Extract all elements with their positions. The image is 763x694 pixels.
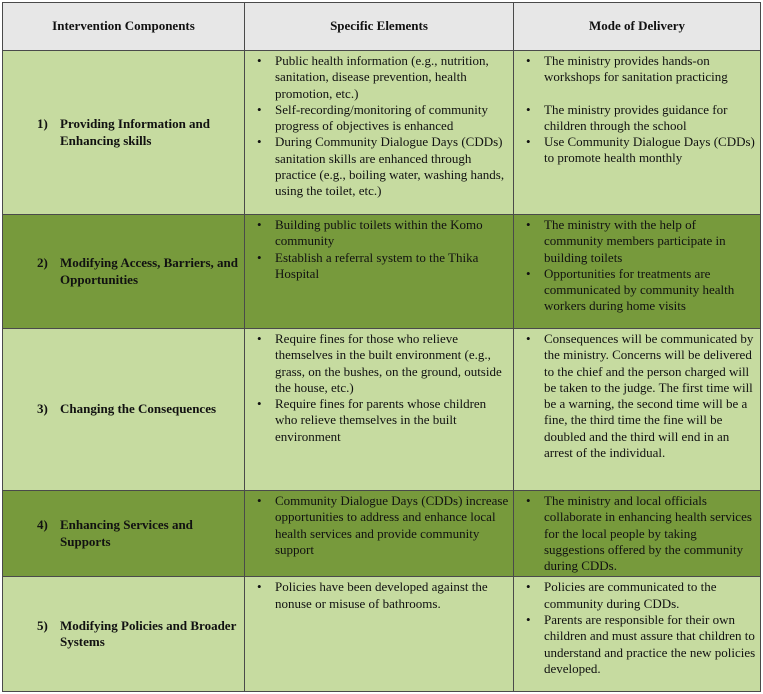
row-number: 2): [37, 255, 48, 271]
delivery-list: [514, 329, 760, 463]
delivery-cell: [514, 329, 761, 491]
delivery-list: [514, 51, 760, 169]
table-row: [3, 215, 761, 329]
component-title: Modifying Policies and Broader Systems: [60, 618, 237, 650]
elements-cell: [245, 491, 514, 577]
intervention-table: [2, 2, 761, 692]
row-number: 3): [37, 401, 48, 417]
component-cell: [3, 577, 245, 692]
component-title: Modifying Access, Barriers, and Opportunities: [60, 255, 239, 287]
list-item: • The ministry and local officials collaborate in enhancing health services for the local people by taking suggestions offered by the community during CDDs.: [514, 493, 756, 574]
list-item: • Community Dialogue Days (CDDs) increase opportunities to address and enhance local health services and provide community support: [245, 493, 509, 558]
table-row: [3, 577, 761, 692]
component-title: Enhancing Services and Supports: [60, 517, 193, 549]
list-item: • Policies are communicated to the community during CDDs.: [514, 579, 756, 612]
delivery-list: [514, 491, 760, 576]
delivery-cell: [514, 491, 761, 577]
component-title: Providing Information and Enhancing skills: [60, 116, 211, 148]
delivery-cell: [514, 577, 761, 692]
list-item: • Use Community Dialogue Days (CDDs) to promote health monthly: [514, 134, 756, 167]
component-cell: [3, 215, 245, 329]
elements-list: [245, 577, 513, 614]
list-item: • The ministry provides hands-on workshops for sanitation practicing: [514, 53, 756, 86]
elements-list: [245, 215, 513, 284]
list-item: • Policies have been developed against the nonuse or misuse of bathrooms.: [245, 579, 509, 612]
list-item: • Parents are responsible for their own children and must assure that children to understand and practice the new policies developed.: [514, 612, 756, 677]
row-number: 4): [37, 517, 48, 533]
list-item: • Require fines for parents whose children who relieve themselves in the built environment: [245, 396, 509, 445]
list-item: • During Community Dialogue Days (CDDs) sanitation skills are enhanced through practice (e.g., boiling water, washing hands, using the toilet, etc.): [245, 134, 509, 199]
delivery-list: [514, 215, 760, 317]
header-intervention-components: Intervention Components: [3, 3, 245, 51]
list-item: • The ministry provides guidance for children through the school: [514, 102, 756, 135]
elements-cell: [245, 329, 514, 491]
table-row: [3, 491, 761, 577]
component-title: Changing the Consequences: [60, 401, 217, 417]
header-row: [3, 3, 761, 51]
list-item: • Public health information (e.g., nutrition, sanitation, disease prevention, health promotion, etc.): [245, 53, 509, 102]
list-item: • Opportunities for treatments are communicated by community health workers during home visits: [514, 266, 756, 315]
elements-list: [245, 51, 513, 202]
component-cell: [3, 51, 245, 215]
list-item: • Establish a referral system to the Thika Hospital: [245, 250, 509, 283]
elements-cell: [245, 51, 514, 215]
list-item: • Building public toilets within the Komo community: [245, 217, 509, 250]
row-number: 1): [37, 116, 48, 132]
list-item: • Consequences will be communicated by the ministry. Concerns will be delivered to the chief and the person charged will be taken to the judge. The first time will be a warning, the second time will be a fine, the third time the fine will be doubled and the third will end in an arrest of the individual.: [514, 331, 756, 461]
list-item: • The ministry with the help of community members participate in building toilets: [514, 217, 756, 266]
component-cell: [3, 491, 245, 577]
elements-list: [245, 491, 513, 560]
header-specific-elements: Specific Elements: [245, 3, 514, 51]
delivery-list: [514, 577, 760, 679]
table-row: [3, 329, 761, 491]
header-mode-of-delivery: Mode of Delivery: [514, 3, 761, 51]
list-item: • Self-recording/monitoring of community progress of objectives is enhanced: [245, 102, 509, 135]
elements-cell: [245, 215, 514, 329]
component-cell: [3, 329, 245, 491]
table-row: [3, 51, 761, 215]
row-number: 5): [37, 618, 48, 634]
list-item: • Require fines for those who relieve themselves in the built environment (e.g., grass, on the bushes, on the ground, outside the house, etc.): [245, 331, 509, 396]
elements-list: [245, 329, 513, 447]
delivery-cell: [514, 215, 761, 329]
delivery-cell: [514, 51, 761, 215]
elements-cell: [245, 577, 514, 692]
